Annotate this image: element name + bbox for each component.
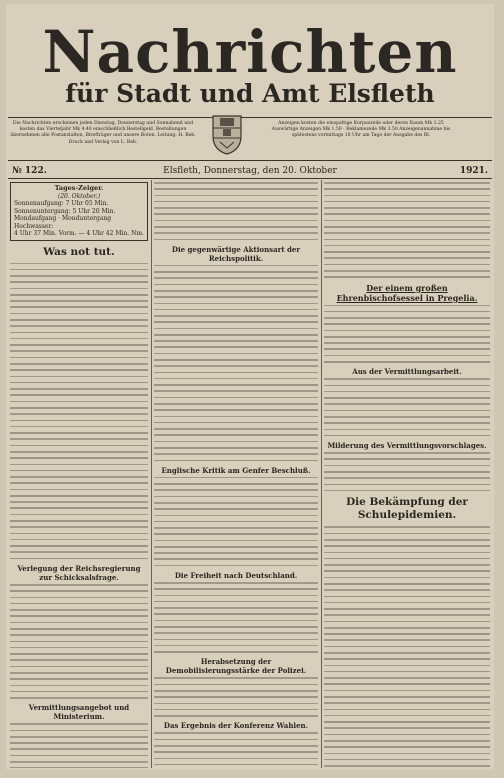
article-text [154, 182, 318, 240]
article-text [10, 723, 148, 768]
article-text [154, 677, 318, 716]
issue-year: 1921. [459, 166, 488, 176]
tageszeiger-line: Sonnenuntergang: 5 Uhr 20 Min. [14, 207, 116, 215]
article-text [154, 732, 318, 768]
masthead-rule [8, 117, 492, 118]
article-text [324, 305, 490, 363]
article-text [154, 582, 318, 653]
article-text [10, 263, 148, 560]
newspaper-page [6, 4, 494, 770]
subscription-info: Die Nachrichten erscheinen jeden Dienstag, Donnerstag und Sonnabend und kosten das Vierteljahr Mk 4.40 einschließlich Bestellgeld. Bestellungen übernehmen alle Postanstalten, Briefträger und unsere Boten. Leitung: H. Beh. Druck und Verlag von L. Beh. [10, 121, 196, 145]
article-heading: Milderung des Vermittlungsvorschlages. [327, 441, 487, 451]
article-heading: Aus der Vermittlungsarbeit. [352, 367, 462, 377]
article-headline: Die Bekämpfung der Schulepidemien. [346, 496, 468, 522]
article-heading: Das Ergebnis der Konferenz Wahlen. [163, 721, 309, 731]
issue-number: № 122. [12, 166, 47, 176]
dateline-rule [8, 178, 492, 179]
article-text [324, 452, 490, 491]
article-subhead: Vermittlungsangebot und Ministerium. [28, 703, 130, 722]
article-text [154, 477, 318, 567]
masthead-subtitle: für Stadt und Amt Elsfleth [65, 79, 435, 108]
article-heading: Der einem großen Ehrenbischofsessel in Pregelia. [336, 282, 478, 303]
article-text [10, 584, 148, 699]
article-text [154, 265, 318, 461]
masthead-bottom-rule [8, 160, 492, 161]
masthead-title: Nachrichten [42, 18, 458, 86]
article-heading: Englische Kritik am Genfer Beschluß. [161, 465, 311, 475]
article-headline: Was not tut. [43, 245, 115, 258]
article-subhead: Verlegung der Reichsregierung zur Schicksalsfrage. [17, 564, 141, 582]
article-text [324, 526, 490, 768]
town-crest-icon [210, 112, 244, 156]
tageszeiger-line: Sonnenaufgang: 7 Uhr 05 Min. [14, 200, 109, 207]
tageszeiger-line: Hochwasser: [14, 222, 54, 230]
tageszeiger-line: 4 Uhr 37 Min. Vorm. — 4 Uhr 42 Min. Nm. [14, 230, 144, 237]
tageszeiger-date: (20. Oktober.) [57, 192, 101, 200]
column-2 [154, 182, 318, 768]
article-text [324, 182, 490, 278]
column-divider [321, 180, 322, 768]
article-heading: Die Freiheit nach Deutschland. [174, 571, 298, 581]
tageszeiger-title: Tages-Zeiger. [54, 184, 104, 192]
column-1 [10, 182, 148, 768]
advertising-info: Anzeigen kosten die einspaltige Korpuszeile oder deren Raum Mk 1.25 Auswärtige Anzeigen Mk 1.50 · Reklamezeile Mk 3.50 Anzeigenannahme bis spätestens vormittags 10 Uhr am Tage der Ausgabe des Bl. [271, 121, 451, 139]
article-heading: Die gegenwärtige Aktionsart der Reichspolitik. [171, 244, 301, 263]
date-bar [8, 165, 492, 177]
dateline: Elsfleth, Donnerstag, den 20. Oktober [163, 166, 337, 176]
article-text [324, 378, 490, 436]
article-heading: Herabsetzung der Demobilisierungsstärke der Polizei. [165, 657, 307, 676]
tageszeiger-line: Mondaufgang · Monduntergang [14, 215, 112, 222]
column-3 [324, 182, 490, 768]
column-divider [151, 180, 152, 768]
tageszeiger-box [10, 182, 148, 241]
